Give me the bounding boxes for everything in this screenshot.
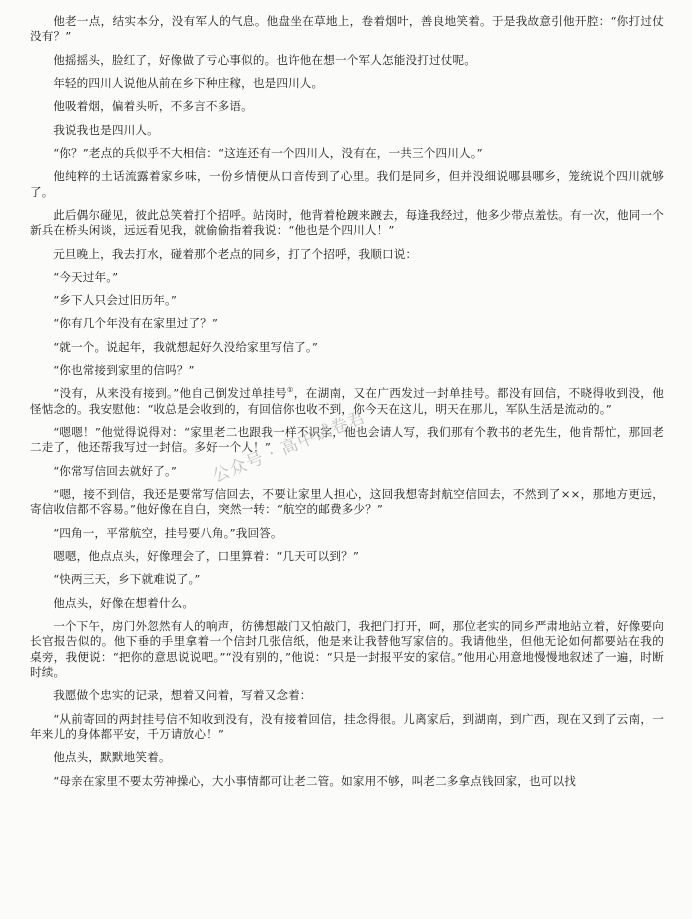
paragraph: 他点头，默默地笑着。 xyxy=(53,750,171,765)
paragraph: “你有几个年没有在家里过了？” xyxy=(53,316,219,331)
paragraph: 我说我也是四川人。 xyxy=(53,122,159,137)
watermark: 公众号 · 高中试卷君 xyxy=(209,407,369,487)
paragraph: “四角一，平常航空，挂号要八角。”我回答。 xyxy=(53,525,283,540)
paragraph: “你？”老点的兵似乎不大相信：“这连还有一个四川人，没有在，一共三个四川人。” xyxy=(53,145,483,160)
paragraph: 元旦晚上，我去打水，碰着那个老点的同乡，打了个招呼，我顺口说： xyxy=(53,246,418,261)
paragraph: 他吸着烟，偏着头听，不多言不多语。 xyxy=(53,99,253,114)
paragraph: “母亲在家里不要太劳神操心，大小事情都可让老二管。如家用不够，叫老二多拿点钱回家，也可以找 xyxy=(53,773,576,788)
paragraph: 他摇摇头，脸红了，好像做了亏心事似的。也许他在想一个军人怎能没打过仗呢。 xyxy=(53,52,476,67)
paragraph: 他老一点，结实本分，没有军人的气息。他盘坐在草地上，卷着烟叶，善良地笑着。于是我故意引他开腔：“你打过仗没有？” xyxy=(30,14,664,44)
paragraph: “今天过年。” xyxy=(53,269,119,284)
paragraph: “你常写信回去就好了。” xyxy=(53,463,177,478)
paragraph: 他纯粹的土话流露着家乡味，一份乡情便从口音传到了心里。我们是同乡，但并没细说哪县哪乡，笼统说个四川就够了。 xyxy=(30,169,664,199)
paragraph: 一个下午，房门外忽然有人的响声，彷彿想敲门又怕敲门，我把门打开，呵，那位老实的同乡严肃地站立着，好像要向长官报告似的。他下垂的手里拿着一个信封几张信纸，他是来让我替他写家信的。我请他坐，但他无论如何都要站在我的桌旁，我便说：“把你的意思说说吧。”“没有别的，”他说：“只是一封报平安的家信。”他用心用意地慢慢地叙述了一遍，时断时续。 xyxy=(30,618,664,680)
paragraph: “嗯，接不到信，我还是要常写信回去，不要让家里人担心，这回我想寄封航空信回去，不然到了××，那地方更远，寄信收信都不容易。”他好像在自白，突然一转：“航空的邮费多少？” xyxy=(30,487,664,517)
paragraph: “就一个。说起年，我就想起好久没给家里写信了。” xyxy=(53,339,318,354)
paragraph: “嗯嗯！”他觉得说得对：“家里老二也跟我一样不识字，他也会请人写，我们那有个教书的老先生，他肯帮忙，那回老二走了，他还帮我写过一封信。多好一个人！” xyxy=(30,425,664,455)
paragraph: “快两三天，乡下就难说了。” xyxy=(53,572,201,587)
paragraph-text: ，在湖南，又在广西发过一封单挂号。都没有回信，不晓得收到没，他怪惦念的。我安慰他：“收总是会收到的，有回信你也收不到，你今天在这儿，明天在那儿，军队生活是流动的。” xyxy=(30,386,664,416)
paragraph-text: “没有，从来没有接到。”他自己倒发过单挂号 xyxy=(53,386,288,401)
paragraph: 他点头，好像在想着什么。 xyxy=(53,595,195,610)
paragraph: 年轻的四川人说他从前在乡下种庄稼，也是四川人。 xyxy=(53,76,324,90)
paragraph: “你也常接到家里的信吗？” xyxy=(53,363,195,378)
footnote-marker: ① xyxy=(287,386,294,395)
paragraph: 此后偶尔碰见，彼此总笑着打个招呼。站岗时，他背着枪踱来踱去，每逢我经过，他多少带点羞怯。有一次，他同一个新兵在桥头闲谈，远远看见我，就偷偷指着我说：“他也是个四川人！” xyxy=(30,207,664,238)
paragraph: “乡下人只会过旧历年。” xyxy=(53,293,177,308)
paragraph: 我愿做个忠实的记录，想着又问着，写着又念着： xyxy=(53,688,312,703)
paragraph: “从前寄回的两封挂号信不知收到没有，没有接着回信，挂念得很。儿离家后，到湖南，到广西，现在又到了云南，一年来儿的身体都平安，千万请放心！” xyxy=(30,711,664,742)
article-body xyxy=(30,14,664,797)
paragraph: 嗯嗯，他点点头，好像理会了，口里算着：“几天可以到？” xyxy=(53,549,359,564)
